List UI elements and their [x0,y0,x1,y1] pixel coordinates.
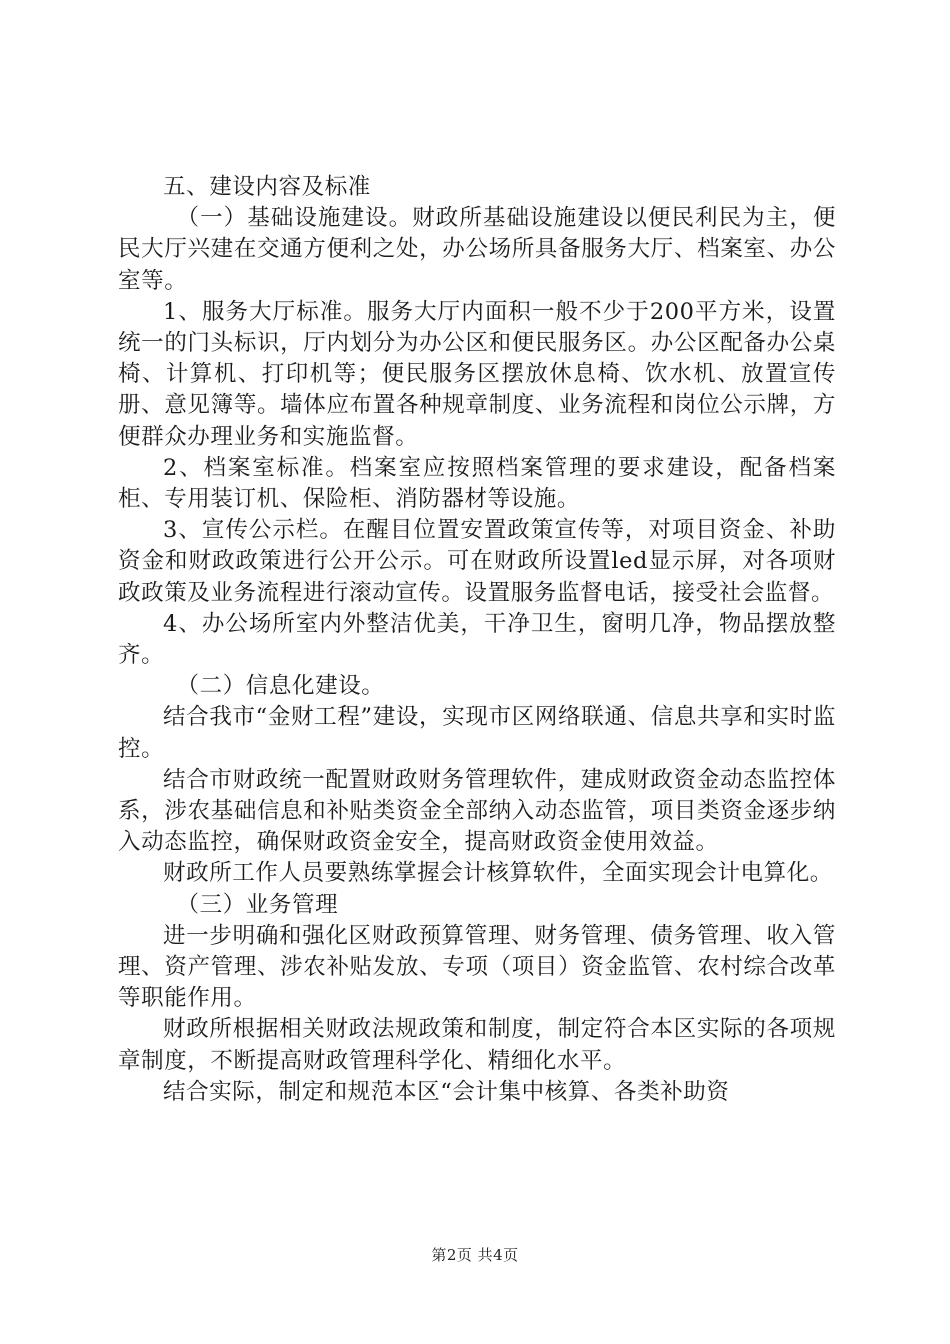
document-body [118,172,836,1108]
paragraph-informatization-heading: （二）信息化建设。 [176,673,385,700]
paragraph-office-environment: 4、办公场所室内外整洁优美，干净卫生，窗明几净，物品摆放整齐。 [118,610,836,669]
page-number-footer: 第2页 共4页 [431,1246,519,1264]
paragraph-practice: 结合实际，制定和规范本区“会计集中核算、各类补助资 [163,1078,730,1105]
paragraph-archive-room: 2、档案室标准。档案室应按照档案管理的要求建设，配备档案柜、专用装订机、保险柜、消防器材等设施。 [118,454,836,513]
section-heading: 五、建设内容及标准 [163,174,371,200]
paragraph-service-hall: 1、服务大厅标准。服务大厅内面积一般不少于200平方米，设置统一的门头标识，厅内划分为办公区和便民服务区。办公区配备办公桌椅、计算机、打印机等；便民服务区摆放休息椅、饮水机、放置宣传册、意见簿等。墙体应布置各种规章制度、业务流程和岗位公示牌，方便群众办理业务和实施监督。 [118,298,836,450]
paragraph-regulations: 财政所根据相关财政法规政策和制度，制定符合本区实际的各项规章制度，不断提高财政管理科学化、精细化水平。 [118,1016,836,1074]
paragraph-golden-finance: 结合我市“金财工程”建设，实现市区网络联通、信息共享和实时监控。 [118,704,836,762]
paragraph-accounting: 财政所工作人员要熟练掌握会计核算软件，全面实现会计电算化。 [163,860,833,887]
paragraph-business-heading: （三）业务管理 [176,891,339,918]
paragraph-bulletin-board: 3、宣传公示栏。在醒目位置安置政策宣传等，对项目资金、补助资金和财政政策进行公开公示。可在财政所设置led显示屏，对各项财政政策及业务流程进行滚动宣传。设置服务监督电话，接受社会监督。 [118,517,836,606]
paragraph-infrastructure: （一）基础设施建设。财政所基础设施建设以便民利民为主，便民大厅兴建在交通方便利之处，办公场所具备服务大厅、档案室、办公室等。 [118,205,836,294]
paragraph-functions: 进一步明确和强化区财政预算管理、财务管理、债务管理、收入管理、资产管理、涉农补贴发放、专项（项目）资金监管、农村综合改革等职能作用。 [118,922,836,1012]
paragraph-software: 结合市财政统一配置财政财务管理软件，建成财政资金动态监控体系，涉农基础信息和补贴类资金全部纳入动态监管，项目类资金逐步纳入动态监控，确保财政资金安全，提高财政资金使用效益。 [118,766,836,856]
